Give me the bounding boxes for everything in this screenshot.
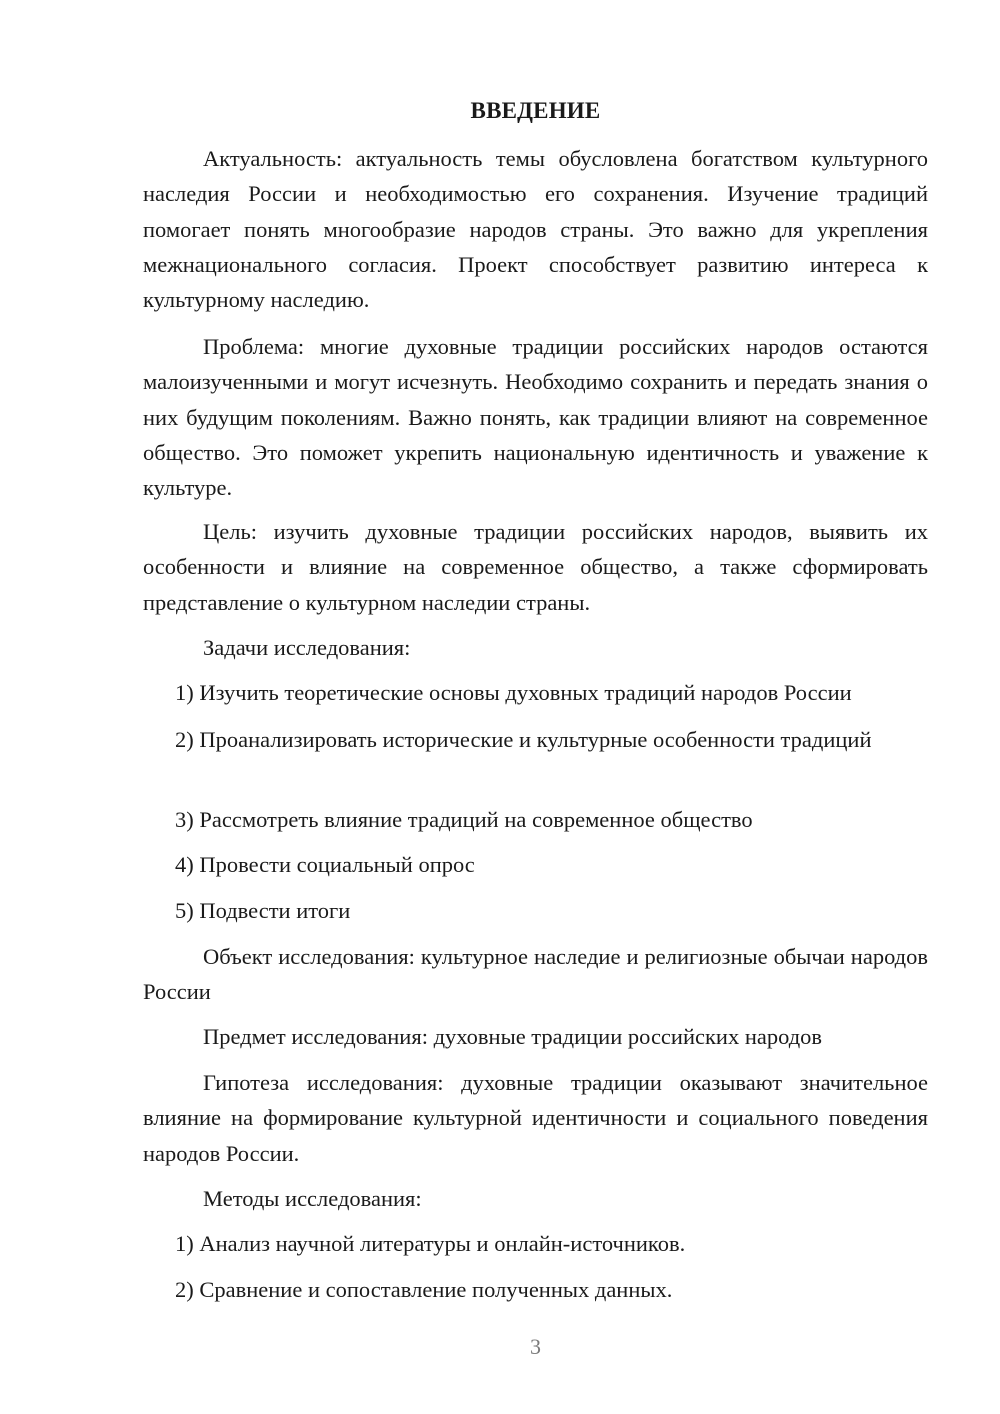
task-item: 2) Проанализировать исторические и культурные особенности традиций xyxy=(175,727,872,752)
paragraph-object: Объект исследования: культурное наследие и религиозные обычаи народов России xyxy=(143,944,928,1005)
method-item: 2) Сравнение и сопоставление полученных данных. xyxy=(175,1277,673,1302)
methods-title: Методы исследования: xyxy=(203,1186,422,1211)
paragraph-goal: Цель: изучить духовные традиции российских народов, выявить их особенности и влияние на современное общество, а также сформировать представление о культурном наследии страны. xyxy=(143,519,928,615)
tasks-title: Задачи исследования: xyxy=(203,635,411,660)
task-item: 1) Изучить теоретические основы духовных традиций народов России xyxy=(175,680,852,705)
section-heading: ВВЕДЕНИЕ xyxy=(470,98,601,123)
task-item: 4) Провести социальный опрос xyxy=(175,852,475,877)
task-item: 5) Подвести итоги xyxy=(175,898,351,923)
paragraph-relevance: Актуальность: актуальность темы обусловлена богатством культурного наследия России и необходимостью его сохранения. Изучение традиций помогает понять многообразие народов страны. Это важно для укрепления межнационального согласия. Проект способствует развитию интереса к культурному наследию. xyxy=(143,146,928,313)
paragraph-hypothesis: Гипотеза исследования: духовные традиции оказывают значительное влияние на формирование культурной идентичности и социального поведения народов России. xyxy=(143,1070,928,1166)
task-item: 3) Рассмотреть влияние традиций на современное общество xyxy=(175,807,753,832)
page-number: 3 xyxy=(530,1334,541,1359)
paragraph-problem: Проблема: многие духовные традиции российских народов остаются малоизученными и могут исчезнуть. Необходимо сохранить и передать знания о них будущим поколениям. Важно понять, как традиции влияют на современное общество. Это поможет укрепить национальную идентичность и уважение к культуре. xyxy=(143,334,928,501)
method-item: 1) Анализ научной литературы и онлайн-источников. xyxy=(175,1231,686,1256)
paragraph-subject: Предмет исследования: духовные традиции российских народов xyxy=(203,1024,823,1049)
document-page xyxy=(143,0,928,1414)
